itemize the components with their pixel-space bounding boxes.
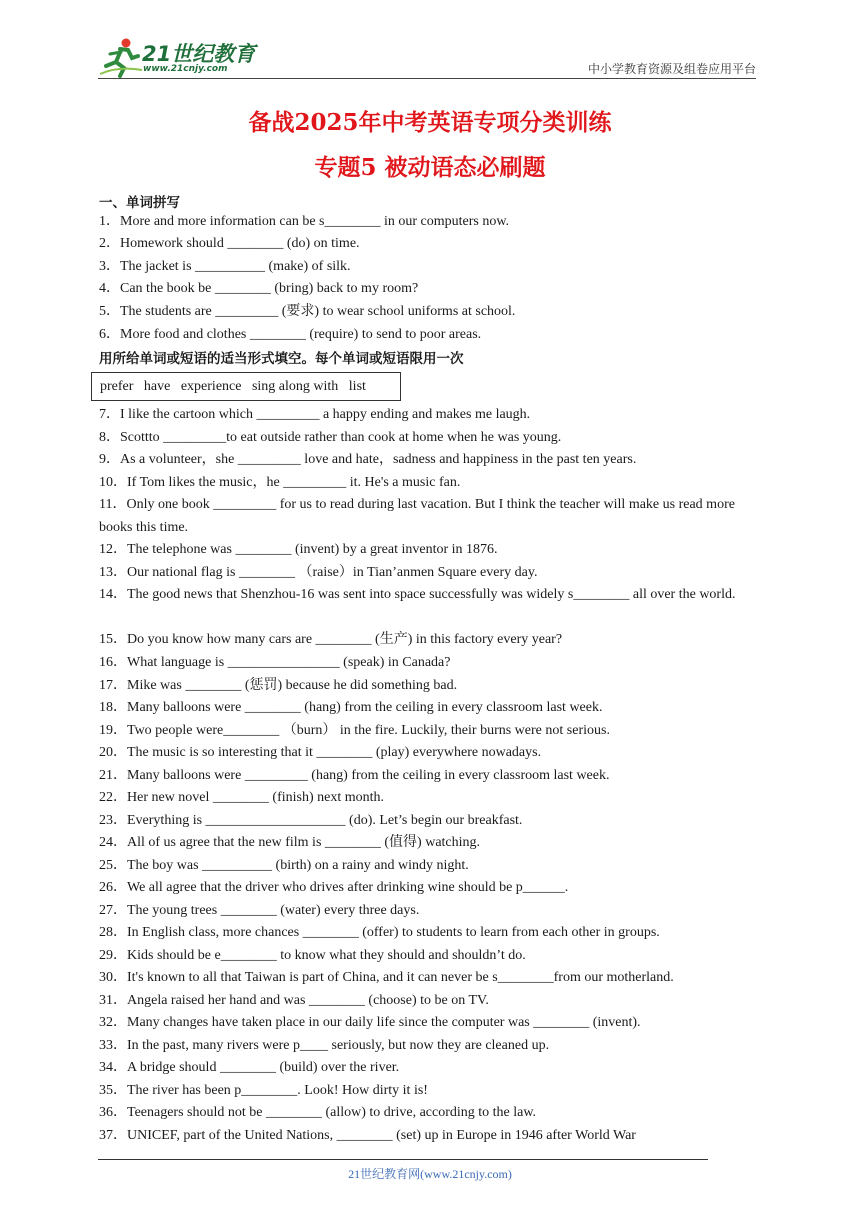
question-7: 7．I like the cartoon which _________ a happy ending and makes me laugh. [99,407,531,422]
platform-name: 中小学教育资源及组卷应用平台 [587,62,756,76]
question-24: 24．All of us agree that the new film is ________ (值得) watching. [99,835,481,850]
question-14: 14．The good news that Shenzhou-16 was sent into space successfully was widely s________ all over the world. [99,587,736,602]
question-33: 33．In the past, many rivers were p____ seriously, but now they are cleaned up. [99,1038,550,1053]
question-9: 9．As a volunteer，she _________ love and hate，sadness and happiness in the past ten years. [99,452,637,467]
page-header [98,36,756,78]
question-10: 10．If Tom likes the music，he _________ it. He's a music fan. [99,475,461,490]
question-5: 5．The students are _________ (要求) to wear school uniforms at school. [99,304,516,319]
section-heading-fill: 用所给单词或短语的适当形式填空。每个单词或短语限用一次 [99,351,464,367]
question-16: 16．What language is ________________ (speak) in Canada? [99,655,451,670]
question-4: 4．Can the book be ________ (bring) back to my room? [99,281,419,296]
question-2: 2．Homework should ________ (do) on time. [99,236,360,251]
question-11: 11．Only one book _________ for us to read during last vacation. But I think the teacher will make us read more books this time. [99,497,735,535]
question-32: 32．Many changes have taken place in our daily life since the computer was ________ (invent). [99,1015,641,1030]
question-23: 23．Everything is ____________________ (do). Let’s begin our breakfast. [99,813,523,828]
question-29: 29．Kids should be e________ to know what they should and shouldn’t do. [99,948,526,963]
footer-link[interactable]: 21世纪教育网(www.21cnjy.com) [348,1167,512,1181]
question-17: 17．Mike was ________ (惩罚) because he did something bad. [99,678,458,693]
question-25: 25．The boy was __________ (birth) on a rainy and windy night. [99,858,469,873]
question-36: 36．Teenagers should not be ________ (allow) to drive, according to the law. [99,1105,537,1120]
question-1: 1．More and more information can be s________ in our computers now. [99,214,510,229]
logo-text: 21世纪教育 [142,42,256,66]
question-35: 35．The river has been p________. Look! How dirty it is! [99,1083,428,1098]
question-6: 6．More food and clothes ________ (require) to send to poor areas. [99,327,482,342]
question-3: 3．The jacket is __________ (make) of silk. [99,259,351,274]
question-27: 27．The young trees ________ (water) every three days. [99,903,420,918]
question-19: 19．Two people were________ （burn） in the fire. Luckily, their burns were not serious. [99,723,610,738]
page-title: 备战2025年中考英语专项分类训练 [248,109,612,136]
page-subtitle: 专题5 被动语态必刷题 [314,154,546,181]
question-13: 13．Our national flag is ________ （raise）in Tian’anmen Square every day. [99,565,538,580]
footer-divider [98,1159,708,1160]
logo-url: www.21cnjy.com [143,64,228,74]
word-bank-box: prefer have experience sing along with list [91,372,401,401]
section-heading-spelling: 一、单词拼写 [99,195,180,211]
question-31: 31．Angela raised her hand and was ________ (choose) to be on TV. [99,993,489,1008]
question-20: 20．The music is so interesting that it ________ (play) everywhere nowadays. [99,745,542,760]
question-37: 37．UNICEF, part of the United Nations, ________ (set) up in Europe in 1946 after World War [99,1128,636,1143]
question-12: 12．The telephone was ________ (invent) by a great inventor in 1876. [99,542,498,557]
question-34: 34．A bridge should ________ (build) over the river. [99,1060,400,1075]
question-21: 21．Many balloons were _________ (hang) from the ceiling in every classroom last week. [99,768,610,783]
question-15: 15．Do you know how many cars are ________ (生产) in this factory every year? [99,632,563,647]
site-logo [98,36,268,78]
question-28: 28．In English class, more chances ________ (offer) to students to learn from each other in groups. [99,925,660,940]
question-30: 30．It's known to all that Taiwan is part of China, and it can never be s________from our motherland. [99,970,674,985]
question-26: 26．We all agree that the driver who drives after drinking wine should be p______. [99,880,569,895]
question-8: 8．Scottto _________to eat outside rather than cook at home when he was young. [99,430,562,445]
question-18: 18．Many balloons were ________ (hang) from the ceiling in every classroom last week. [99,700,603,715]
question-22: 22．Her new novel ________ (finish) next month. [99,790,385,805]
runner-logo-icon [98,36,144,78]
header-divider [98,78,756,79]
